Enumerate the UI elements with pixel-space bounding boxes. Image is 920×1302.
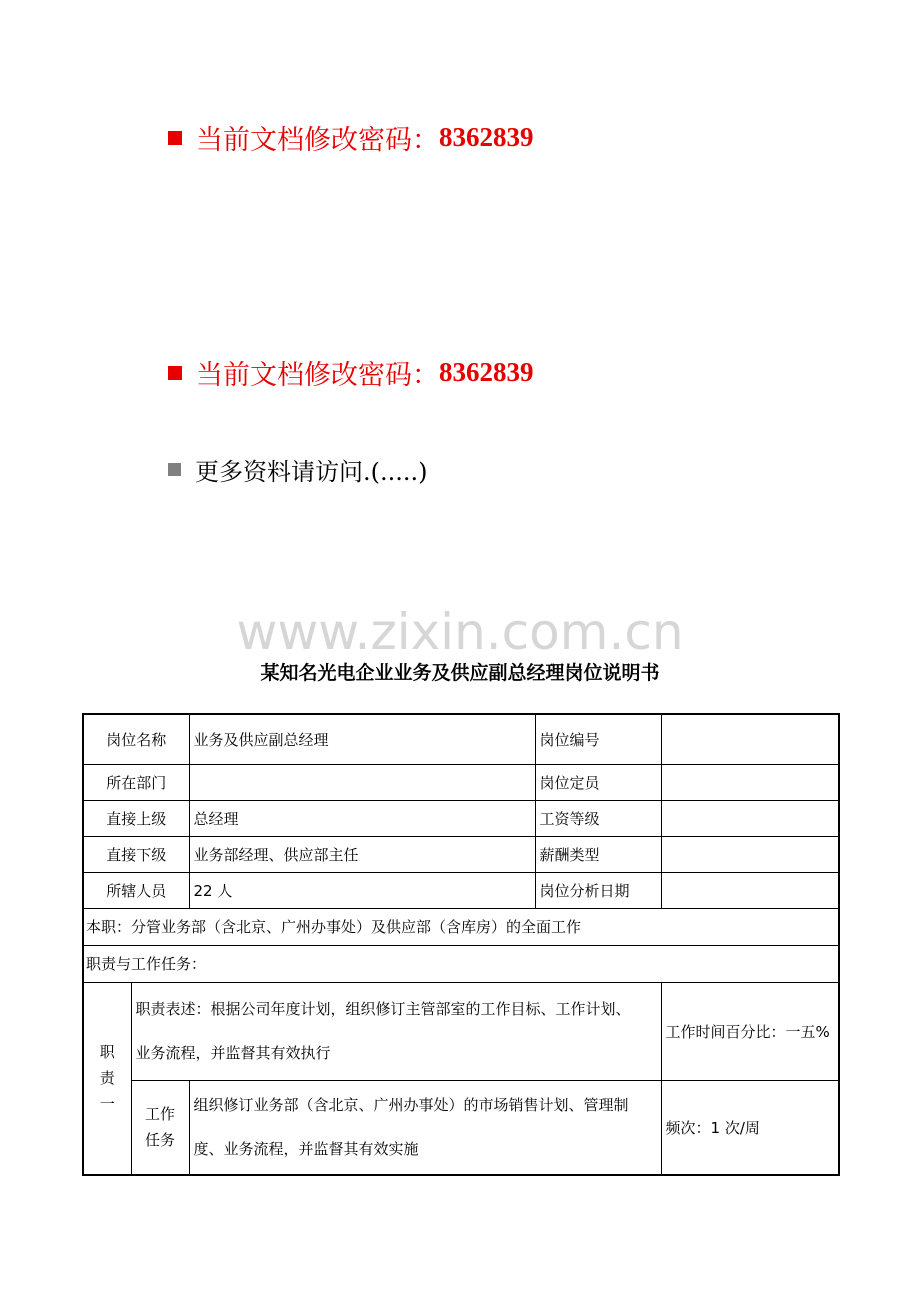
square-bullet-icon — [168, 131, 182, 145]
task-description-line: 组织修订业务部（含北京、广州办事处）的市场销售计划、管理制 — [193, 1096, 629, 1115]
info-label: 所在部门 — [83, 764, 189, 800]
info-label: 直接下级 — [83, 836, 189, 872]
task-row — [83, 1080, 839, 1175]
duty-statement-line: 职责表述：根据公司年度计划，组织修订主管部室的工作目标、工作计划、 — [135, 1000, 631, 1018]
task-label-line: 任务 — [145, 1131, 176, 1150]
password-code: 8362839 — [439, 122, 534, 152]
info-row — [83, 800, 839, 836]
info-value — [661, 800, 839, 836]
watermark: www.zixin.com.cn — [236, 603, 684, 661]
info-label: 所辖人员 — [83, 872, 189, 908]
password-notice-1 — [168, 118, 534, 157]
more-info-notice — [168, 452, 428, 487]
task-description-line: 度、业务流程，并监督其有效实施 — [193, 1140, 419, 1159]
info-label: 工资等级 — [535, 800, 661, 836]
info-value — [661, 872, 839, 908]
info-value: 总经理 — [189, 800, 535, 836]
duty-one-label-char: 一 — [99, 1095, 115, 1114]
job-description-table — [82, 713, 840, 1176]
task-label-line: 工作 — [145, 1105, 176, 1124]
duty-summary-row — [83, 908, 839, 945]
info-row — [83, 764, 839, 800]
info-value — [661, 714, 839, 764]
info-value: 22 人 — [189, 872, 535, 908]
duty-statement — [131, 982, 661, 1080]
frequency: 频次：1 次/周 — [661, 1080, 839, 1175]
password-code: 8362839 — [439, 357, 534, 387]
info-value: 业务部经理、供应部主任 — [189, 836, 535, 872]
password-notice-text: 当前文档修改密码： — [196, 360, 439, 391]
duty-summary: 本职：分管业务部（含北京、广州办事处）及供应部（含库房）的全面工作 — [83, 908, 839, 945]
square-bullet-icon — [168, 463, 181, 476]
tasks-heading-row — [83, 945, 839, 982]
document-title: 某知名光电企业业务及供应副总经理岗位说明书 — [260, 662, 660, 684]
task-description — [189, 1080, 661, 1175]
info-value — [661, 836, 839, 872]
info-label: 直接上级 — [83, 800, 189, 836]
more-info-text: 更多资料请访问.(.....) — [195, 458, 428, 486]
info-value: 业务及供应副总经理 — [189, 714, 535, 764]
info-row — [83, 836, 839, 872]
tasks-heading: 职责与工作任务： — [83, 945, 839, 982]
info-value — [661, 764, 839, 800]
info-label: 岗位定员 — [535, 764, 661, 800]
duty-one-label-char: 职 — [99, 1043, 115, 1062]
duty-one-label — [83, 982, 131, 1175]
info-label: 岗位名称 — [83, 714, 189, 764]
info-label: 岗位编号 — [535, 714, 661, 764]
info-value — [189, 764, 535, 800]
task-label — [131, 1080, 189, 1175]
time-percent: 工作时间百分比：一五% — [661, 982, 839, 1080]
info-row — [83, 714, 839, 764]
duty-statement-row — [83, 982, 839, 1080]
duty-one-label-char: 责 — [99, 1069, 115, 1088]
password-notice-2 — [168, 353, 534, 392]
password-notice-text: 当前文档修改密码： — [196, 125, 439, 156]
info-label: 薪酬类型 — [535, 836, 661, 872]
info-row — [83, 872, 839, 908]
duty-statement-line: 业务流程，并监督其有效执行 — [135, 1044, 331, 1062]
square-bullet-icon — [168, 366, 182, 380]
info-label: 岗位分析日期 — [535, 872, 661, 908]
